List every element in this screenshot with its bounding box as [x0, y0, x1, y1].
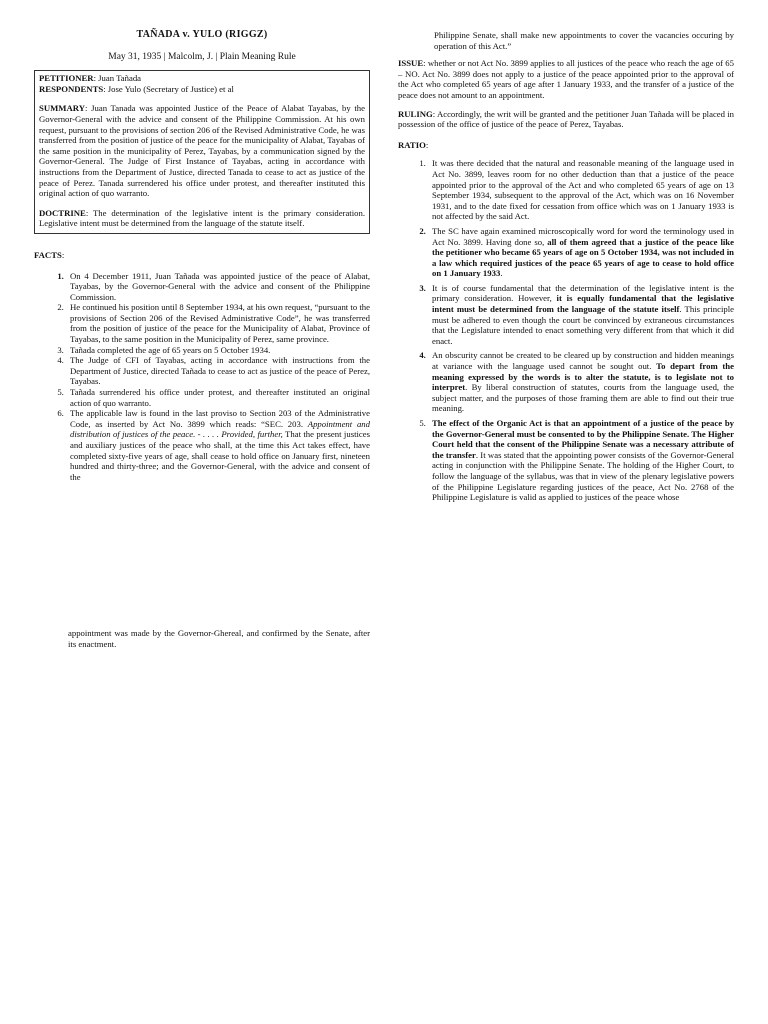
- ruling-text: : Accordingly, the writ will be granted and the petitioner Juan Tañada will be placed in possession of the office of justice of the peace of Perez, Tayabas.: [398, 108, 734, 130]
- fact-item: 1. On 4 December 1911, Juan Tañada was appointed justice of the peace of Alabat, Tayabas, by the Governor-General with the advice and consent of the Philippine Commission.: [66, 271, 370, 303]
- ratio-5-text: . It was stated that the appointing power consists of the Governor-General acting in conjunction with the Philippine Senate. The holding of the Higher Court, to follow the language of the syllabus, was that in view of the plenary legislative powers of the Philippine Legislature regarding justices of the peace, Act No. 2768 of the Philippine Legislature is valid as applied to justices of the peace whose: [432, 449, 734, 503]
- ratio-item: [428, 350, 734, 414]
- ruling-label: RULING: [398, 108, 433, 119]
- ratio-2-bold: all of them agreed that a justice of the peace like the petitioner who became 65 years of age on 5 October 1934, was not included in a law which required justices of the peace 65 years of age to cease to hold office on 1 January 1933: [432, 236, 734, 279]
- fact-6-italic: Appointment and distribution of justices of the peace. - . . . . Provided, further,: [70, 418, 370, 440]
- petitioner-value: : Juan Tañada: [93, 73, 142, 84]
- case-subtitle: May 31, 1935 | Malcolm, J. | Plain Meaning Rule: [108, 51, 296, 62]
- summary-text: : Juan Tanada was appointed Justice of the Peace of Alabat Tayabas, by the Governor-General with the advice and consent of the Philippine Commission. At his own request, pursuant to the provisions of section 206 of the Revised Administrative Code, he was transferred from the position of justice of the peace for the municipality of Alabat, Tayabas of the same position in the municipality of Perez, Tayabas, by a communication signed by the Governor-General. The Judge of First Instance of Tayabas, acting in accordance with instructions from the Department of Justice, directed Tanada to cease to act as justice of the peace of Perez. Tanada surrendered his office under protest, and thereafter instituted this original action of quo warranto.: [39, 103, 365, 199]
- facts-label: FACTS: [34, 249, 62, 260]
- doctrine-label: DOCTRINE: [39, 207, 86, 218]
- ratio-label: RATIO: [398, 139, 426, 150]
- ratio-item: [428, 283, 734, 347]
- doctrine-paragraph: [39, 208, 365, 229]
- summary-paragraph: [39, 103, 365, 198]
- case-summary-box: [34, 70, 370, 234]
- ratio-item: 1. It was there decided that the natural and reasonable meaning of the language used in Act No. 3899, leaves room for no other deduction than that a justice of the peace appointed prior to the approval of the Act and who completed 65 years of age on 13 September 1934, subsequent to the approval of the Act, which was on 16 November 1931, and to the date fixed for cessation from office which was on 1 January 1933 is not affected by the said Act.: [428, 158, 734, 222]
- issue-label: ISSUE: [398, 58, 424, 69]
- facts-list: [34, 271, 370, 483]
- left-column-tail-text: appointment was made by the Governor-Ghereal, and confirmed by the Senate, after its enactment.: [68, 628, 370, 649]
- ruling-paragraph: [398, 109, 734, 130]
- facts-colon: :: [61, 249, 65, 260]
- fact-6-text-cont: That the present justices and auxiliary justices of the peace who shall, at the time this Act takes effect, have completed sixty-five years of age, shall cease to hold office on January first, nineteen hundred and thirty-three; and the Governor-General, with the advice and consent of the: [70, 429, 370, 482]
- ratio-item: [428, 226, 734, 279]
- ratio-list: [398, 158, 734, 502]
- facts-heading: [34, 250, 370, 261]
- ratio-5-bold: The effect of the Organic Act is that an appointment of a justice of the peace by the Governor-General must be consented to by the Philippine Senate. The Higher Court held that the consent of the Philippine Senate was a necessary attribute of the transfer: [432, 418, 734, 460]
- fact-item: 4. The Judge of CFI of Tayabas, acting in accordance with instructions from the Department of Justice, directed Tañada to cease to act as justice of the peace of Perez, Tayabas.: [66, 355, 370, 387]
- ratio-4-bold: To depart from the meaning expressed by the words is to alter the statute, is to legislate not to interpret: [432, 361, 734, 393]
- respondents-value: : Jose Yulo (Secretary of Justice) et al: [103, 83, 234, 94]
- ratio-4-text: An obscurity cannot be created to be cleared up by construction and hidden meanings at variance with the language used cannot be sought out.: [432, 350, 734, 372]
- respondents-label: RESPONDENTS: [39, 83, 104, 94]
- doctrine-text: : The determination of the legislative intent is the primary consideration. Legislative intent must be determined from the language of the statute itself.: [39, 207, 365, 229]
- ratio-2-end: .: [500, 268, 503, 279]
- left-column: [34, 30, 370, 482]
- fact-item: 5. Tañada surrendered his office under protest, and thereafter instituted an original action of quo warranto.: [66, 387, 370, 408]
- right-column: [398, 30, 734, 507]
- ratio-3-end: . This principle must be adhered to even though the court be convinced by extraneous circumstances that the Legislature intended to enact something very different from that which it did enact.: [432, 304, 734, 346]
- issue-paragraph: [398, 58, 734, 100]
- proviso-continuation: Philippine Senate, shall make new appointments to cover the vacancies occuring by operation of this Act.”: [434, 30, 734, 51]
- ratio-4-end: . By liberal construction of statutes, courts from the language used, the subject matter, and the purposes of those framing them are able to find out their true meaning.: [432, 382, 734, 414]
- ratio-3-bold: it is equally fundamental that the legislative intent must be determined from the language of the statute itself: [432, 293, 735, 315]
- fact-item: [66, 408, 370, 482]
- petitioner-line: [39, 73, 365, 84]
- ratio-heading: [398, 140, 734, 151]
- fact-item: 3. Tañada completed the age of 65 years on 5 October 1934.: [66, 345, 370, 356]
- summary-label: SUMMARY: [39, 103, 86, 114]
- respondents-line: [39, 84, 365, 95]
- ratio-3-text: It is of course fundamental that the determination of the legislative intent is the primary consideration. However,: [432, 282, 734, 304]
- petitioner-label: PETITIONER: [39, 73, 94, 84]
- ratio-2-text: The SC have again examined microscopically word for word the terminology used in Act No. 3899. Having done so,: [432, 225, 734, 247]
- issue-text: : whether or not Act No. 3899 applies to all justices of the peace who reach the age of 65 – NO. Act No. 3899 does not apply to a justice of the peace appointed prior to the approval of the Act who completed 65 years of age after 1 January 1933, and the transfer of a justice of the peace does not amount to an appointment.: [398, 58, 734, 100]
- ratio-item: [428, 418, 734, 503]
- ratio-colon: :: [425, 139, 429, 150]
- fact-6-text: The applicable law is found in the last proviso to Section 203 of the Administrative Code, as inserted by Act No. 3899 which reads: “SEC. 203.: [70, 408, 370, 429]
- fact-item: 2. He continued his position until 8 September 1934, at his own request, “pursuant to the provisions of Section 206 of the Revised Administrative Code”, he was transferred from the position of justice of the peace for the Municipality of Alabat, Province of Tayabas, to the same position in the Municipality of Perez, same province.: [66, 302, 370, 344]
- case-title: TAÑADA v. YULO (RIGGZ): [136, 29, 268, 40]
